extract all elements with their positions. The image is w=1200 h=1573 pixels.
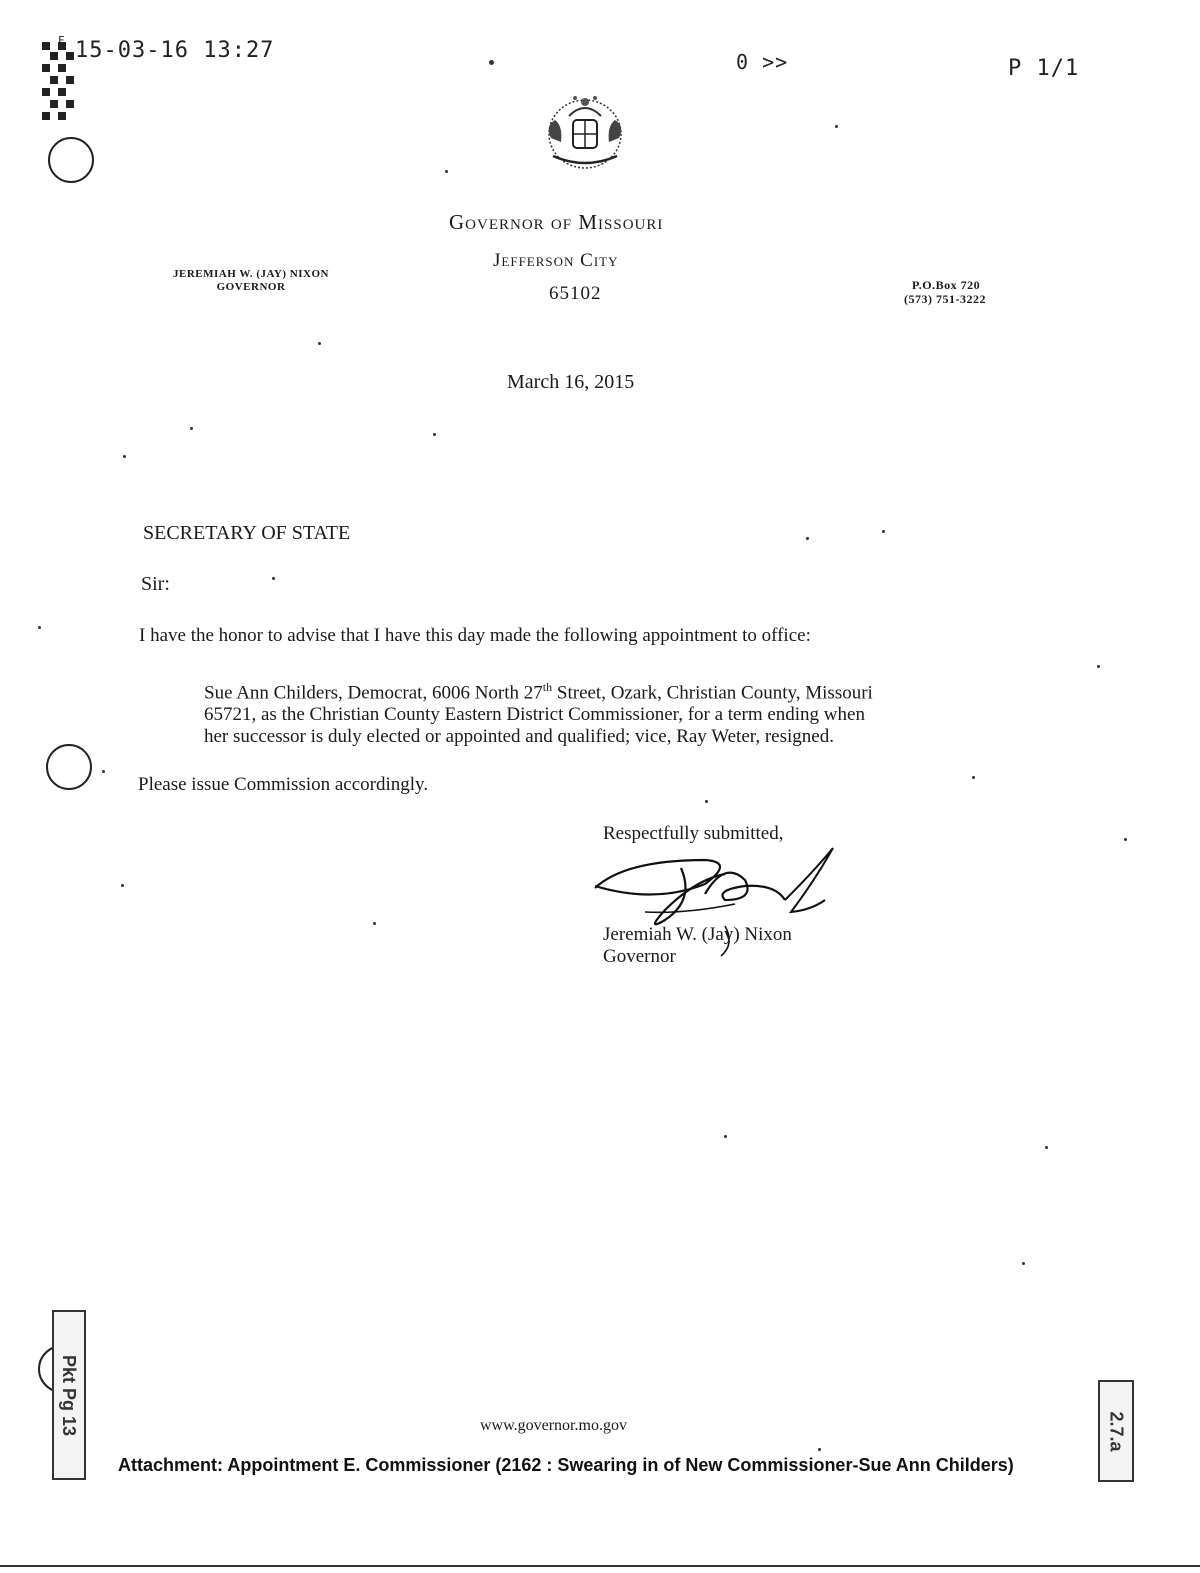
packet-page-stamp-text: Pkt Pg 13 xyxy=(59,1354,80,1436)
scan-speck xyxy=(806,537,809,540)
fax-dot xyxy=(489,60,494,65)
letterhead-po-box: P.O.Box 720 xyxy=(912,278,981,292)
fax-page: P 1/1 xyxy=(1008,56,1080,81)
missouri-seal-icon xyxy=(533,86,637,182)
punch-hole-top xyxy=(48,137,94,183)
item-number-stamp-text: 2.7.a xyxy=(1106,1410,1127,1452)
scan-speck xyxy=(318,342,321,345)
appointment-line-2: 65721, as the Christian County Eastern District Commissioner, for a term ending when xyxy=(204,704,865,726)
fax-status: 0 >> xyxy=(736,50,789,74)
scan-speck xyxy=(190,427,193,430)
closing: Respectfully submitted, xyxy=(603,823,784,844)
letterhead-title: Governor of Missouri xyxy=(449,210,664,234)
scan-speck xyxy=(1124,838,1127,841)
signer-title: Governor xyxy=(603,946,676,967)
scan-speck xyxy=(433,433,436,436)
item-number-stamp xyxy=(1098,1380,1134,1482)
appointment-line-3: her successor is duly elected or appointed and qualified; vice, Ray Weter, resigned. xyxy=(204,726,834,748)
scan-speck xyxy=(882,530,885,533)
fax-datetime: 15-03-16 13:27 xyxy=(75,38,275,63)
fax-prefix: F xyxy=(58,34,66,47)
scan-speck xyxy=(818,1448,821,1451)
appointment-line-1: Sue Ann Childers, Democrat, 6006 North 27th Street, Ozark, Christian County, Missouri xyxy=(204,680,873,704)
packet-page-stamp xyxy=(52,1310,86,1480)
scan-speck xyxy=(38,626,41,629)
scan-speck xyxy=(724,1135,727,1138)
scan-speck xyxy=(1022,1262,1025,1265)
letterhead-zip: 65102 xyxy=(549,283,602,304)
scan-edge-line xyxy=(0,1565,1200,1567)
punch-hole-middle xyxy=(46,744,92,790)
scan-speck xyxy=(121,884,124,887)
addressee: SECRETARY OF STATE xyxy=(143,522,351,544)
scan-speck xyxy=(445,170,448,173)
letterhead-city: Jefferson City xyxy=(493,250,619,271)
letterhead-phone: (573) 751-3222 xyxy=(904,292,986,306)
scan-speck xyxy=(972,776,975,779)
attachment-line: Attachment: Appointment E. Commissioner (2162 : Swearing in of New Commissioner-Sue Ann Childers) xyxy=(118,1455,1014,1475)
scan-speck xyxy=(373,922,376,925)
scan-speck xyxy=(123,455,126,458)
scan-speck xyxy=(102,770,105,773)
request-line: Please issue Commission accordingly. xyxy=(138,774,429,795)
website-footer: www.governor.mo.gov xyxy=(480,1417,627,1434)
letterhead-governor-name: JEREMIAH W. (JAY) NIXON xyxy=(173,268,329,280)
scan-speck xyxy=(1097,665,1100,668)
signer-name: Jeremiah W. (Jay) Nixon xyxy=(603,924,792,945)
letterhead-contact-block xyxy=(904,278,986,306)
letterhead-governor-block xyxy=(146,268,356,294)
letter-date: March 16, 2015 xyxy=(507,371,635,393)
appointment-paragraph xyxy=(204,676,1004,748)
letterhead-governor-title: GOVERNOR xyxy=(216,281,286,293)
intro-paragraph: I have the honor to advise that I have this day made the following appointment to office: xyxy=(139,625,811,646)
scan-speck xyxy=(705,800,708,803)
scan-speck xyxy=(1045,1146,1048,1149)
salutation: Sir: xyxy=(141,573,170,595)
scan-speck xyxy=(835,125,838,128)
scan-speck xyxy=(272,577,275,580)
